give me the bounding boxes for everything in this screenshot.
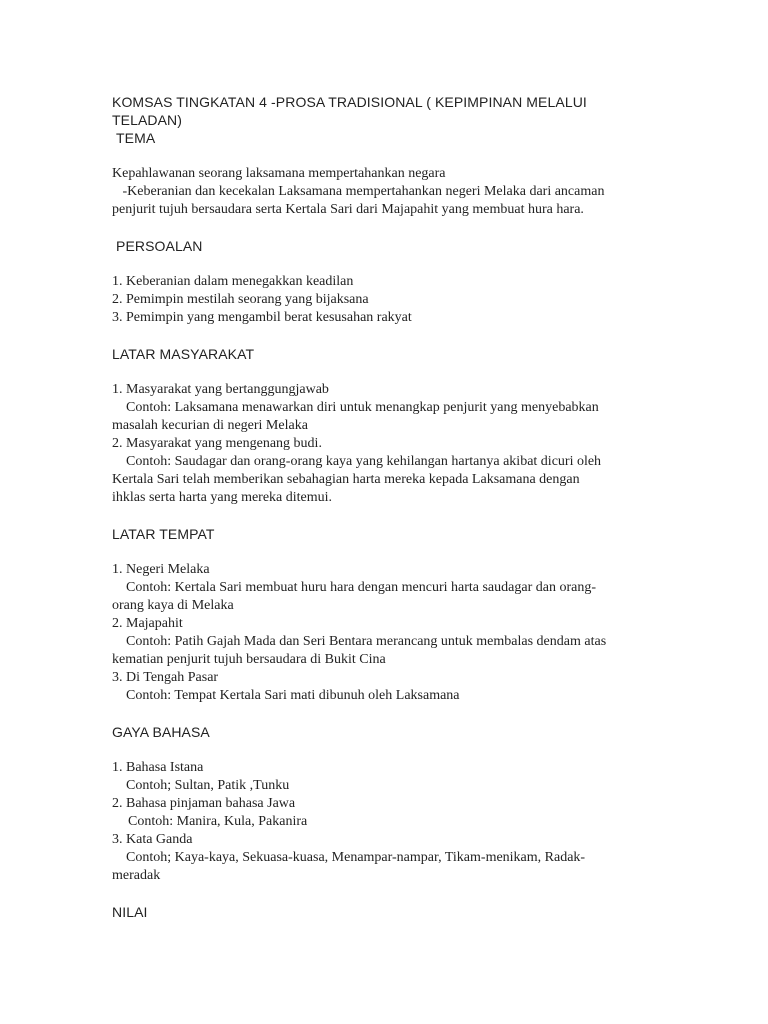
gaya-bahasa-example: Contoh; Sultan, Patik ,Tunku	[126, 778, 290, 793]
spacer	[112, 543, 637, 561]
gaya-bahasa-item: 2. Bahasa pinjaman bahasa Jawa	[112, 796, 296, 811]
latar-tempat-item: 1. Negeri Melaka	[112, 562, 210, 577]
persoalan-item: 2. Pemimpin mestilah seorang yang bijaksana	[112, 292, 369, 307]
latar-masyarakat-example: Contoh: Saudagar dan orang-orang kaya yang kehilangan hartanya akibat dicuri oleh	[126, 454, 602, 469]
latar-masyarakat-example-cont: ihklas serta harta yang mereka ditemui.	[112, 490, 333, 505]
document-page	[112, 93, 637, 921]
latar-tempat-example: Contoh: Kertala Sari membuat huru hara dengan mencuri harta saudagar dan orang-	[126, 580, 596, 595]
persoalan-item: 1. Keberanian dalam menegakkan keadilan	[112, 274, 354, 289]
document-title-line2: TELADAN)	[112, 112, 183, 128]
latar-tempat-example-cont: kematian penjurit tujuh bersaudara di Bukit Cina	[112, 652, 386, 667]
latar-masyarakat-example: Contoh: Laksamana menawarkan diri untuk menangkap penjurit yang menyebabkan	[126, 400, 599, 415]
tema-detail-line2: penjurit tujuh bersaudara serta Kertala Sari dari Majapahit yang membuat hura hara.	[112, 202, 584, 217]
latar-tempat-example: Contoh: Tempat Kertala Sari mati dibunuh oleh Laksamana	[126, 688, 460, 703]
gaya-bahasa-example: Contoh; Kaya-kaya, Sekuasa-kuasa, Menampar-nampar, Tikam-menikam, Radak-	[126, 850, 586, 865]
latar-tempat-item: 3. Di Tengah Pasar	[112, 670, 219, 685]
latar-masyarakat-example-cont: Kertala Sari telah memberikan sebahagian harta mereka kepada Laksamana dengan	[112, 472, 580, 487]
nilai-heading: NILAI	[112, 904, 148, 920]
latar-masyarakat-item: 2. Masyarakat yang mengenang budi.	[112, 436, 322, 451]
spacer	[112, 885, 637, 903]
latar-masyarakat-example-cont: masalah kecurian di negeri Melaka	[112, 418, 308, 433]
spacer	[112, 705, 637, 723]
tema-heading: TEMA	[112, 130, 156, 146]
latar-masyarakat-item: 1. Masyarakat yang bertanggungjawab	[112, 382, 329, 397]
latar-tempat-example-cont: orang kaya di Melaka	[112, 598, 234, 613]
spacer	[112, 363, 637, 381]
persoalan-heading: PERSOALAN	[112, 238, 203, 254]
latar-tempat-example: Contoh: Patih Gajah Mada dan Seri Bentara merancang untuk membalas dendam atas	[126, 634, 607, 649]
spacer	[112, 219, 637, 237]
spacer	[112, 147, 637, 165]
spacer	[112, 327, 637, 345]
gaya-bahasa-item: 1. Bahasa Istana	[112, 760, 204, 775]
gaya-bahasa-example-cont: meradak	[112, 868, 161, 883]
gaya-bahasa-heading: GAYA BAHASA	[112, 724, 210, 740]
latar-tempat-item: 2. Majapahit	[112, 616, 183, 631]
gaya-bahasa-item: 3. Kata Ganda	[112, 832, 193, 847]
spacer	[112, 741, 637, 759]
tema-detail-line1: -Keberanian dan kecekalan Laksamana mempertahankan negeri Melaka dari ancaman	[112, 184, 605, 199]
latar-masyarakat-heading: LATAR MASYARAKAT	[112, 346, 255, 362]
spacer	[112, 507, 637, 525]
persoalan-item: 3. Pemimpin yang mengambil berat kesusahan rakyat	[112, 310, 412, 325]
gaya-bahasa-example: Contoh: Manira, Kula, Pakanira	[128, 814, 308, 829]
spacer	[112, 255, 637, 273]
latar-tempat-heading: LATAR TEMPAT	[112, 526, 215, 542]
tema-main-text: Kepahlawanan seorang laksamana mempertahankan negara	[112, 166, 446, 181]
document-title-line1: KOMSAS TINGKATAN 4 -PROSA TRADISIONAL ( KEPIMPINAN MELALUI	[112, 94, 587, 110]
